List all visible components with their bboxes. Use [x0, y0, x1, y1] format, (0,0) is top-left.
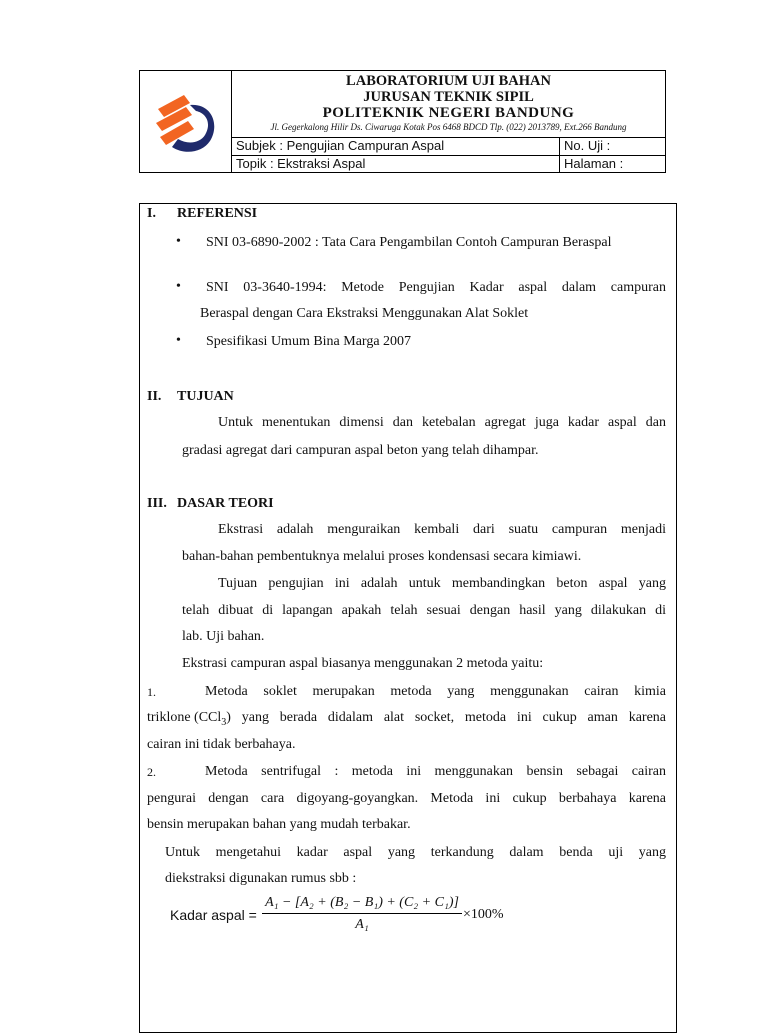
- bullet-icon: •: [176, 279, 181, 294]
- section-title-tujuan: TUJUAN: [177, 389, 234, 404]
- section-number-2: II.: [147, 389, 162, 404]
- paragraph-line: lab. Uji bahan.: [182, 629, 265, 644]
- method-text: pengurai dengan cara digoyang-goyangkan. Metoda ini cukup berbahaya karena: [147, 791, 666, 806]
- subject-text: Subjek : Pengujian Campuran Aspal: [236, 138, 445, 153]
- method-text-line: [147, 710, 666, 731]
- logo-cell: [140, 71, 232, 172]
- tujuan-text: gradasi agregat dari campuran aspal beton yang telah dihampar.: [182, 443, 539, 458]
- page-label: Halaman :: [559, 156, 623, 172]
- lab-title-block: [232, 71, 665, 137]
- topic-text: Topik : Ekstraksi Aspal: [236, 156, 366, 171]
- paragraph-line: telah dibuat di lapangan apakah telah sesuai dengan hasil yang dilakukan di: [182, 603, 666, 618]
- method-text: cairan ini tidak berbahaya.: [147, 737, 296, 752]
- reference-item: SNI 03-3640-1994: Metode Pengujian Kadar aspal dalam campuran: [206, 280, 666, 295]
- document-header: [139, 70, 666, 173]
- formula-numerator: A₁ − [A₂ + (B₂ − B₁) + (C₂ + C₁)]: [262, 895, 462, 914]
- formula-label: Kadar aspal =: [170, 907, 257, 923]
- method-text: Metoda sentrifugal : metoda ini menggunakan bensin sebagai cairan: [205, 764, 666, 779]
- paragraph-line: Ekstrasi campuran aspal biasanya menggunakan 2 metoda yaitu:: [182, 656, 544, 671]
- paragraph-line: Untuk mengetahui kadar aspal yang terkandung dalam benda uji yang: [165, 845, 666, 860]
- method-number-1: 1.: [147, 685, 156, 699]
- address: Jl. Gegerkalong Hilir Ds. Ciwaruga Kotak Pos 6468 BDCD Tlp. (022) 2013789, Ext.266 Bandung: [270, 122, 627, 132]
- lab-name: LABORATORIUM UJI BAHAN: [346, 73, 551, 89]
- paragraph-line: bahan-bahan pembentuknya melalui proses kondensasi secara kimiawi.: [182, 549, 582, 564]
- section-title-dasar-teori: DASAR TEORI: [177, 496, 274, 511]
- paragraph-line: diekstraksi digunakan rumus sbb :: [165, 871, 357, 886]
- method-number-2: 2.: [147, 765, 156, 779]
- institution-name: POLITEKNIK NEGERI BANDUNG: [322, 105, 575, 121]
- reference-item: SNI 03-6890-2002 : Tata Cara Pengambilan Contoh Campuran Beraspal: [206, 235, 612, 250]
- method-text-part: triklone (CCl$_3$: [147, 710, 227, 728]
- method-text-part: ) yang berada didalam alat socket, metoda ini cukup aman karena: [226, 710, 666, 725]
- reference-item: Spesifikasi Umum Bina Marga 2007: [206, 334, 412, 349]
- meta-row-subject: [232, 137, 665, 155]
- paragraph-line: Ekstrasi adalah menguraikan kembali dari suatu campuran menjadi: [218, 522, 666, 537]
- bullet-icon: •: [176, 333, 181, 348]
- meta-row-topic: [232, 155, 665, 172]
- bullet-icon: •: [176, 234, 181, 249]
- paragraph-line: Tujuan pengujian ini adalah untuk membandingkan beton aspal yang: [218, 576, 666, 591]
- formula-multiplier: ×100%: [463, 907, 504, 922]
- formula-fraction: [262, 895, 462, 933]
- section-number-1: I.: [147, 206, 156, 221]
- tujuan-text: Untuk menentukan dimensi dan ketebalan agregat juga kadar aspal dan: [218, 415, 666, 430]
- method-text: bensin merupakan bahan yang mudah terbakar.: [147, 817, 411, 832]
- formula-denominator: A₁: [355, 917, 369, 932]
- polban-logo-icon: [150, 89, 222, 157]
- reference-item-continued: Beraspal dengan Cara Ekstraksi Menggunakan Alat Soklet: [200, 306, 529, 321]
- section-number-3: III.: [147, 496, 167, 511]
- department-name: JURUSAN TEKNIK SIPIL: [363, 89, 534, 105]
- test-number-label: No. Uji :: [559, 138, 610, 155]
- method-text: Metoda soklet merupakan metoda yang menggunakan cairan kimia: [205, 684, 666, 699]
- section-title-referensi: REFERENSI: [177, 206, 258, 221]
